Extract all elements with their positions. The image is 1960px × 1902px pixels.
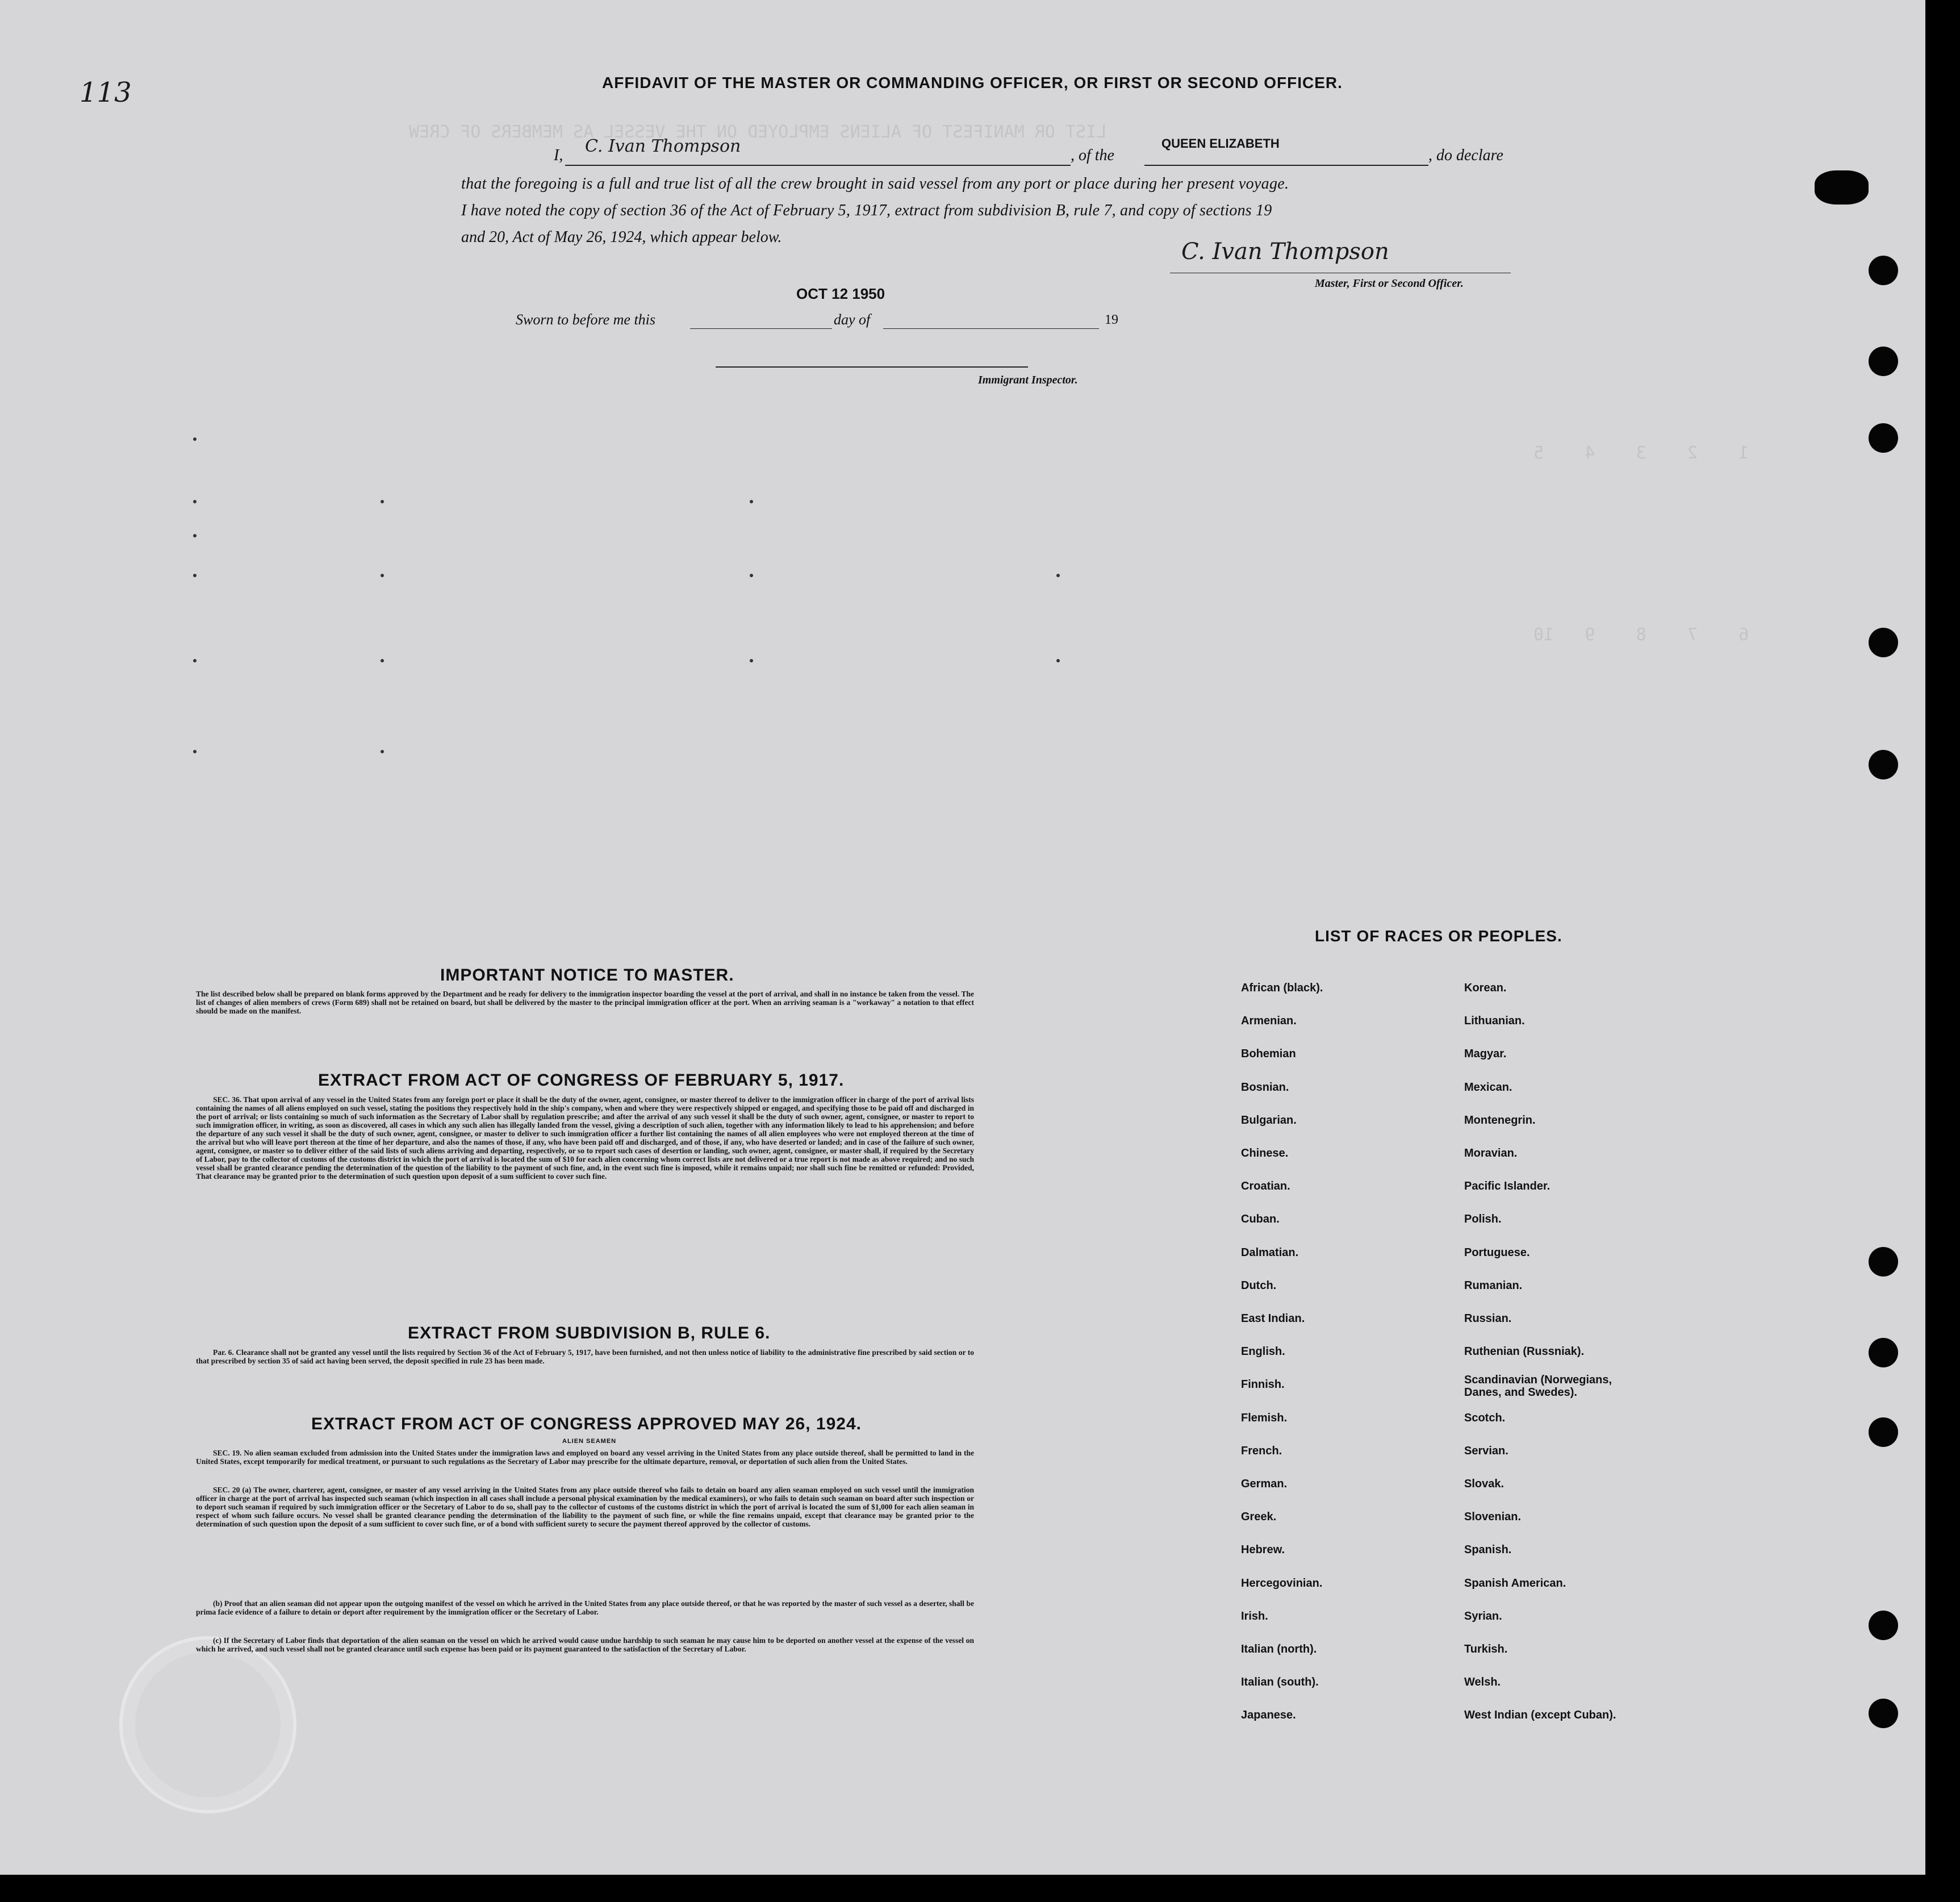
affidavit-line-4: and 20, Act of May 26, 1924, which appear below.: [461, 228, 782, 246]
bleed-through-text: 6 7 8 9 10: [1533, 625, 1770, 645]
race-item: Ruthenian (Russniak).: [1464, 1345, 1585, 1358]
punch-hole: [1869, 750, 1898, 779]
page-number-mark: 113: [80, 77, 132, 109]
race-item: Dutch.: [1241, 1279, 1277, 1292]
race-item: Slovak.: [1464, 1478, 1505, 1490]
sworn-day-line: [690, 328, 832, 329]
race-item: Hercegovinian.: [1241, 1576, 1323, 1590]
race-item: Korean.: [1464, 982, 1507, 994]
signature-caption: Master, First or Second Officer.: [1315, 277, 1464, 290]
race-item: Chinese.: [1241, 1147, 1289, 1159]
guide-dot: [193, 574, 197, 577]
race-item: East Indian.: [1241, 1312, 1305, 1325]
inspector-line: [716, 366, 1028, 368]
notice-title: IMPORTANT NOTICE TO MASTER.: [440, 966, 734, 985]
guide-dot: [1056, 574, 1060, 577]
extract-1924-sec20a: SEC. 20 (a) The owner, charterer, agent, consignee, or master of any vessel arriving in the United States from any place outside thereof who fails to detain on board any alien seaman employed on such vessel until the immigration officer in charge at the port of arrival has inspected such seaman (which inspection in all cases shall include a personal physical examination by the medical examiners), or who fails to detain such seaman on board after such inspection or to deport such seaman if required by such immigration officer or the Secretary of Labor to do so, shall pay to the collector of customs of the customs district in which the port of arrival is located the sum of $1,000 for each alien seaman in respect of whom such failure occurs. No vessel shall be granted clearance pending the determination of the liability to the payment of such fine, or while the fine remains unpaid, except that clearance may be granted prior to the determination of such question upon the deposit of a sum sufficient to cover such fine, or of a bond with sufficient surety to secure the payment thereof approved by the collector of customs.: [196, 1486, 974, 1528]
sworn-month-line: [883, 328, 1099, 329]
guide-dot: [750, 500, 753, 503]
inspector-caption: Immigrant Inspector.: [978, 374, 1078, 386]
guide-dot: [193, 534, 197, 537]
affidavit-line-3: I have noted the copy of section 36 of the Act of February 5, 1917, extract from subdivision B, rule 7, and copy of sections 19: [461, 202, 1272, 219]
race-item: Bulgarian.: [1241, 1113, 1297, 1127]
vessel-line: [1144, 165, 1428, 166]
guide-dot: [381, 500, 384, 503]
punch-hole: [1869, 628, 1898, 657]
race-item: Spanish American.: [1464, 1576, 1566, 1590]
race-item: Scotch.: [1464, 1411, 1506, 1424]
race-item: German.: [1241, 1478, 1288, 1490]
guide-dot: [193, 437, 197, 441]
scan-border-bottom: [0, 1875, 1960, 1902]
race-item: Rumanian.: [1464, 1279, 1523, 1292]
race-item: Scandinavian (Norwegians, Danes, and Swedes).: [1464, 1374, 1612, 1399]
race-item: French.: [1241, 1444, 1282, 1457]
notice-body: The list described below shall be prepared on blank forms approved by the Department and be ready for delivery to the immigration inspector boarding the vessel at the port of arrival, and shall in no instance be taken from the vessel. The list of changes of alien members of crews (Form 689) shall not be retained on board, but shall be delivered by the master to the principal immigration officer at the port. When an arriving seaman is a "workaway" a notation to that effect should be made on the manifest.: [196, 990, 974, 1015]
subdivision-b-body: Par. 6. Clearance shall not be granted any vessel until the lists required by Section 36 of the Act of February 5, 1917, have been furnished, and not then unless notice of liability to the administrative fine prescribed by said section or to that prescribed by section 35 of said act having been served, the deposit specified in rule 23 has been made.: [196, 1348, 974, 1365]
race-item: Moravian.: [1464, 1147, 1518, 1159]
race-item: Greek.: [1241, 1511, 1277, 1524]
punch-hole: [1869, 423, 1898, 453]
race-item: Spanish.: [1464, 1544, 1512, 1557]
race-item: Japanese.: [1241, 1709, 1296, 1722]
extract-1924-subtitle: ALIEN SEAMEN: [562, 1438, 617, 1445]
race-item: Polish.: [1464, 1213, 1502, 1226]
guide-dot: [1056, 659, 1060, 662]
guide-dot: [750, 659, 753, 662]
of-the-label: , of the: [1071, 147, 1114, 164]
extract-1924-sec20c: (c) If the Secretary of Labor finds that deportation of the alien seaman on the vessel on which he arrived would cause undue hardship to such seaman he may cause him to be deported on another vessel at the expense of the vessel on which he arrived, and such vessel shall not be granted clearance until such expense has been paid or its payment guaranteed to the satisfaction of the Secretary of Labor.: [196, 1636, 974, 1653]
embossed-seal: [119, 1636, 296, 1813]
guide-dot: [193, 500, 197, 503]
race-item: Syrian.: [1464, 1609, 1502, 1622]
master-signature: C. Ivan Thompson: [1181, 239, 1389, 265]
punch-hole: [1869, 347, 1898, 376]
punch-hole: [1869, 256, 1898, 285]
extract-1924-title: EXTRACT FROM ACT OF CONGRESS APPROVED MAY 26, 1924.: [311, 1415, 862, 1433]
vessel-name-stamp: QUEEN ELIZABETH: [1161, 136, 1280, 151]
race-item: Hebrew.: [1241, 1544, 1285, 1557]
guide-dot: [750, 574, 753, 577]
race-item: Cuban.: [1241, 1213, 1280, 1226]
race-item: Portuguese.: [1464, 1246, 1530, 1259]
race-item: Croatian.: [1241, 1180, 1290, 1193]
race-item: Magyar.: [1464, 1048, 1507, 1061]
affidavit-line-2: that the foregoing is a full and true list of all the crew brought in said vessel from any port or place during her present voyage.: [461, 175, 1289, 193]
guide-dot: [193, 750, 197, 753]
race-item: Turkish.: [1464, 1643, 1508, 1655]
extract-1917-title: EXTRACT FROM ACT OF CONGRESS OF FEBRUARY 5, 1917.: [318, 1071, 845, 1090]
race-item: Armenian.: [1241, 1015, 1297, 1028]
guide-dot: [381, 750, 384, 753]
race-item: Italian (south).: [1241, 1676, 1319, 1689]
race-item: Flemish.: [1241, 1411, 1288, 1424]
ink-blot: [1815, 170, 1869, 205]
race-item: Russian.: [1464, 1312, 1512, 1325]
race-item: Finnish.: [1241, 1378, 1285, 1391]
race-item: African (black).: [1241, 982, 1323, 994]
signatory-handwritten: C. Ivan Thompson: [585, 136, 741, 156]
punch-hole: [1869, 1699, 1898, 1728]
race-item: Bosnian.: [1241, 1081, 1289, 1094]
signatory-line: [565, 165, 1071, 166]
race-item: Bohemian: [1241, 1048, 1296, 1061]
punch-hole: [1869, 1338, 1898, 1367]
guide-dot: [381, 659, 384, 662]
extract-1924-sec20b: (b) Proof that an alien seaman did not appear upon the outgoing manifest of the vessel on which he arrived in the United States from any place outside thereof, or that he was reported by the master of such vessel as a deserter, shall be prima facie evidence of a failure to detain or deport after requirement by the immigration officer or the Secretary of Labor.: [196, 1599, 974, 1616]
race-item: West Indian (except Cuban).: [1464, 1709, 1616, 1722]
date-stamp: OCT 12 1950: [796, 285, 885, 302]
do-declare-label: , do declare: [1428, 147, 1503, 164]
races-title: LIST OF RACES OR PEOPLES.: [1315, 927, 1562, 945]
race-item: Slovenian.: [1464, 1511, 1522, 1524]
year-prefix: 19: [1105, 312, 1118, 327]
race-item: Montenegrin.: [1464, 1113, 1536, 1127]
punch-hole: [1869, 1417, 1898, 1447]
day-of-label: day of: [834, 311, 871, 328]
bleed-through-text: LIST OR MANIFEST OF ALIENS EMPLOYED ON THE VESSEL AS MEMBERS OF CREW: [409, 122, 1107, 142]
guide-dot: [381, 574, 384, 577]
punch-hole: [1869, 1247, 1898, 1277]
extract-1917-body: SEC. 36. That upon arrival of any vessel in the United States from any foreign port or place it shall be the duty of the owner, agent, consignee, or master thereof to deliver to the immigration officer in charge of the port of arrival lists containing the names of all aliens employed on such vessel, stating the positions they respectively hold in the ship's company, when and where they were respectively shipped or engaged, and specifying those to be paid off and discharged in the port of arrival; or lists containing so much of such information as the Secretary of Labor shall by regulation prescribe; and after the arrival of any such vessel it shall be the duty of such owner, agent, consignee, or master to report to such immigration officer, in writing, as soon as discovered, all cases in which any such alien has illegally landed from the vessel, giving a description of such alien, together with any information likely to lead to his apprehension; and before the departure of any such vessel it shall be the duty of such owner, agent, consignee, or master to deliver to such immigration officer a further list containing the names of all alien employees who were not employed thereon at the time of the arrival but who will leave port thereon at the time of her departure, and also the names of those, if any, who have been paid off and discharged, and of those, if any, who have deserted or landed; and in case of the failure of such owner, agent, consignee, or master so to deliver either of the said lists of such aliens arriving and departing, respectively, or so to report such cases of desertion or landing, such owner, agent, consignee, or master shall, if required by the Secretary of Labor, pay to the collector of customs of the customs district in which the port of arrival is located the sum of $10 for each alien concerning whom correct lists are not delivered or a true report is not made as above required; and no such vessel shall be granted clearance pending the determination of the question of the liability to the payment of such fine, and, in the event such fine is imposed, while it remains unpaid; nor shall such fine be remitted or refunded: Provided, That clearance may be granted prior to the determination of such question upon deposit of a sum sufficient to cover such fine.: [196, 1095, 974, 1181]
sworn-label: Sworn to before me this: [516, 311, 656, 328]
race-item: Irish.: [1241, 1609, 1268, 1622]
race-item: Mexican.: [1464, 1081, 1512, 1094]
race-item: Welsh.: [1464, 1676, 1501, 1689]
affidavit-i-label: I,: [554, 147, 563, 164]
punch-hole: [1869, 1611, 1898, 1640]
race-item: English.: [1241, 1345, 1285, 1358]
race-item: Lithuanian.: [1464, 1015, 1525, 1028]
subdivision-b-title: EXTRACT FROM SUBDIVISION B, RULE 6.: [408, 1324, 771, 1342]
race-item: Pacific Islander.: [1464, 1180, 1551, 1193]
bleed-through-text: 1 2 3 4 5: [1533, 443, 1770, 463]
scan-border-right: [1925, 0, 1960, 1902]
race-item: Italian (north).: [1241, 1643, 1317, 1655]
guide-dot: [193, 659, 197, 662]
extract-1924-sec19: SEC. 19. No alien seaman excluded from admission into the United States under the immigration laws and employed on board any vessel arriving in the United States from any place outside thereof, shall be permitted to land in the United States, except temporarily for medical treatment, or pursuant to such regulations as the Secretary of Labor may prescribe for the ultimate departure, removal, or deportation of such alien from the United States.: [196, 1449, 974, 1466]
race-item: Servian.: [1464, 1444, 1508, 1457]
race-item: Dalmatian.: [1241, 1246, 1299, 1259]
affidavit-title: AFFIDAVIT OF THE MASTER OR COMMANDING OFFICER, OR FIRST OR SECOND OFFICER.: [602, 74, 1343, 91]
